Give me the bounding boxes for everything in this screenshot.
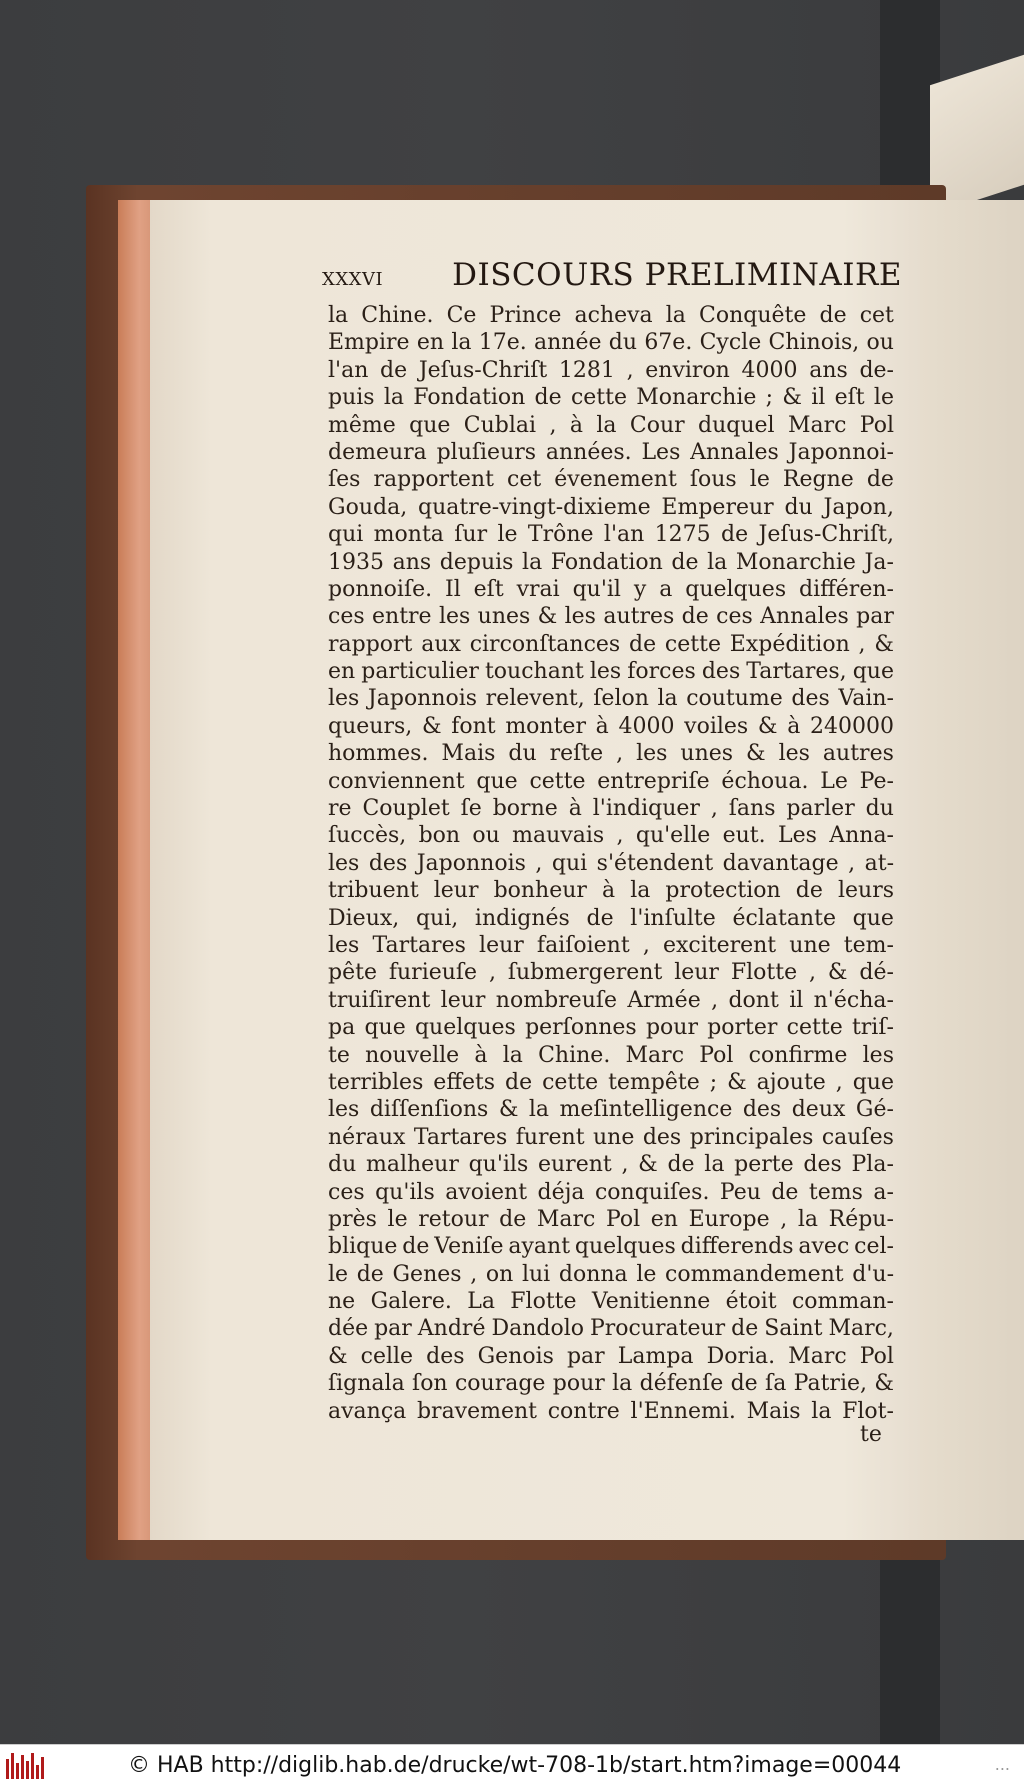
- viewer-footer: [0, 1744, 1024, 1785]
- text-line: près le retour de Marc Pol en Europe , la Répu-: [328, 1206, 894, 1232]
- text-line: ces qu'ils avoient déja conquiſes. Peu de tems a-: [328, 1179, 894, 1205]
- footer-menu-icon[interactable]: ...: [994, 1755, 1010, 1774]
- text-line: la Chine. Ce Prince acheva la Conquête de cet: [328, 303, 894, 328]
- text-line: terribles effets de cette tempête ; & ajoute , que: [328, 1069, 894, 1095]
- footer-url-text: © HAB http://diglib.hab.de/drucke/wt-708-1b/start.htm?image=00044: [128, 1752, 902, 1778]
- text-line: tribuent leur bonheur à la protection de leurs: [328, 878, 894, 904]
- text-line: en particulier touchant les forces des Tartares, que: [328, 659, 894, 685]
- text-line: ſignala ſon courage pour la défenſe de ſa Patrie, &: [328, 1371, 894, 1397]
- text-line: Gouda, quatre-vingt-dixieme Empereur du Japon,: [328, 494, 894, 520]
- text-line: néraux Tartares furent une des principales cauſes: [328, 1124, 894, 1150]
- text-line: truiſirent leur nombreuſe Armée , dont il n'écha-: [328, 987, 894, 1013]
- text-line: ne Galere. La Flotte Venitienne étoit comman-: [328, 1289, 894, 1315]
- text-line: pête furieuſe , ſubmergerent leur Flotte , & dé-: [328, 960, 894, 986]
- text-line: même que Cublai , à la Cour duquel Marc Pol: [328, 412, 894, 438]
- text-line: qui monta ſur le Trône l'an 1275 de Jeſus-Chriſt,: [328, 522, 894, 548]
- text-line: conviennent que cette entrepriſe échoua. Le Pe-: [328, 768, 894, 794]
- facing-page: [920, 200, 1024, 1540]
- text-line: & celle des Genois par Lampa Doria. Marc Pol: [328, 1343, 894, 1369]
- running-head: [322, 257, 902, 293]
- catchword: te: [860, 1422, 882, 1447]
- text-line: puis la Fondation de cette Monarchie ; & il eſt le: [328, 385, 894, 411]
- text-line: ſuccès, bon ou mauvais , qu'elle eut. Les Anna-: [328, 823, 894, 849]
- text-line: ces entre les unes & les autres de ces Annales par: [328, 604, 894, 630]
- running-title: DISCOURS PRELIMINAIRE: [452, 257, 902, 293]
- text-line: du malheur qu'ils eurent , & de la perte des Pla-: [328, 1152, 894, 1178]
- text-line: queurs, & font monter à 4000 voiles & à 240000: [328, 713, 894, 739]
- text-line: blique de Veniſe ayant quelques differends avec cel-: [328, 1234, 894, 1260]
- text-line: ſes rapportent cet évenement ſous le Regne de: [328, 467, 894, 493]
- hab-logo-icon: [6, 1751, 46, 1779]
- text-line: les diſſenſions & la meſintelligence des deux Gé-: [328, 1097, 894, 1123]
- text-line: l'an de Jeſus-Chriſt 1281 , environ 4000 ans de-: [328, 357, 894, 383]
- page-number: xxxvi: [322, 262, 384, 292]
- text-line: hommes. Mais du reſte , les unes & les autres: [328, 741, 894, 767]
- text-line: pa que quelques perſonnes pour porter cette triſ-: [328, 1015, 894, 1041]
- body-text: [328, 302, 894, 1425]
- text-line: 1935 ans depuis la Fondation de la Monarchie Ja-: [328, 549, 894, 575]
- text-line: Empire en la 17e. année du 67e. Cycle Chinois, ou: [328, 330, 894, 356]
- text-line: dée par André Dandolo Procurateur de Saint Marc,: [328, 1316, 894, 1342]
- page-edge: [118, 200, 154, 1540]
- text-line: ponnoiſe. Il eſt vrai qu'il y a quelques différen-: [328, 576, 894, 602]
- text-line: demeura pluſieurs années. Les Annales Japonnoi-: [328, 439, 894, 465]
- text-line: rapport aux circonſtances de cette Expédition , &: [328, 631, 894, 657]
- text-line: te nouvelle à la Chine. Marc Pol confirme les: [328, 1042, 894, 1068]
- text-line: les des Japonnois , qui s'étendent davantage , at-: [328, 850, 894, 876]
- text-line: re Couplet ſe borne à l'indiquer , ſans parler du: [328, 796, 894, 822]
- text-line: avança bravement contre l'Ennemi. Mais la Flot-: [328, 1398, 894, 1424]
- text-line: Dieux, qui, indignés de l'inſulte éclatante que: [328, 905, 894, 931]
- text-line: les Tartares leur faiſoient , exciterent une tem-: [328, 932, 894, 958]
- text-line: le de Genes , on lui donna le commandement d'u-: [328, 1261, 894, 1287]
- text-line: les Japonnois relevent, ſelon la coutume des Vain-: [328, 686, 894, 712]
